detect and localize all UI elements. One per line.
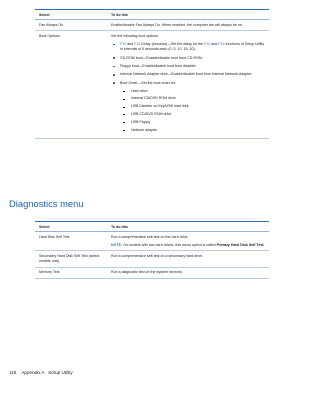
key-link[interactable]: F12 (134, 41, 141, 46)
row-description: Enable/disable Fan Always On. When enabled, the computer fan will always be on. (107, 20, 269, 31)
list-item (111, 56, 267, 61)
section-title: Diagnostics menu (9, 198, 84, 209)
dash-icon (123, 91, 125, 92)
key-link[interactable]: F10 (120, 41, 127, 46)
text: and (126, 41, 135, 46)
text: USB CD/DVD ROM drive (131, 111, 172, 116)
column-header-todo: To do this (107, 222, 269, 232)
table-row (35, 232, 269, 251)
row-description: Run a comprehensive self-test on a secondary hard drive. (107, 251, 269, 267)
text: Internal Network Adapter boot—Enable/disable boot from Internal Network Adapter. (120, 72, 253, 77)
row-description: Run a diagnostic test on the system memory. (107, 267, 269, 278)
list-item (120, 128, 267, 133)
text: USB Floppy (131, 119, 151, 124)
table-row (35, 20, 269, 31)
note-bold: Primary Hard Disk Self Test (216, 242, 264, 247)
row-description (107, 232, 269, 251)
list-item (120, 120, 267, 125)
row-description (107, 31, 269, 139)
bullet-icon (113, 57, 115, 59)
table-row (35, 31, 269, 139)
note-label: NOTE: (111, 242, 123, 247)
table-row (35, 267, 269, 278)
bullet-icon (113, 44, 115, 46)
bullet-icon (113, 66, 115, 68)
note-text: On models with two hard drives, this menu option is called (123, 242, 216, 247)
row-description-text: Set the following boot options: (111, 33, 159, 38)
column-header-todo: To do this (107, 10, 269, 20)
text: CD-ROM boot—Enable/disable boot from CD-ROM. (120, 55, 203, 60)
boot-settings-table (35, 10, 269, 139)
row-select: Secondary Hard Disk Self Test (select models only) (35, 251, 107, 267)
bullet-icon (113, 74, 115, 76)
key-link[interactable]: F12 (218, 41, 225, 46)
list-item (111, 42, 267, 52)
text: USB Diskette on Key/USB hard disk (131, 104, 189, 109)
table-row (35, 251, 269, 267)
page-footer (9, 370, 77, 375)
list-item (111, 64, 267, 69)
note-end: . (263, 242, 265, 247)
row-description-text: Run a comprehensive self-test on the hard drive. (111, 234, 189, 239)
text: functions of Setup Utility in intervals of 5 seconds each (0, 5, 10, 15, 20). (120, 41, 265, 52)
text: Hard drive (131, 88, 148, 93)
dash-icon (123, 122, 125, 123)
boot-order-list (120, 89, 267, 133)
text: Network adapter (131, 127, 158, 132)
list-item (120, 96, 267, 101)
text: Delay (seconds)—Set the delay for the (140, 41, 205, 46)
text: and (210, 41, 219, 46)
list-item (111, 81, 267, 133)
dash-icon (123, 130, 125, 131)
row-select: Hard Disk Self Test (35, 232, 107, 251)
column-header-select: Select (35, 10, 107, 20)
row-select: Memory Test (35, 267, 107, 278)
text: Boot Order—Set the boot order for: (120, 80, 177, 85)
page-number: 118 (9, 370, 17, 375)
row-select: Boot Options (35, 31, 107, 139)
list-item (120, 112, 267, 117)
dash-icon (123, 107, 125, 108)
bullet-icon (113, 82, 115, 84)
list-item (111, 72, 267, 77)
row-select: Fan Always On (35, 20, 107, 31)
diagnostics-table (35, 222, 269, 279)
list-item (120, 104, 267, 109)
dash-icon (123, 99, 125, 100)
note (111, 243, 267, 248)
column-header-select: Select (35, 222, 107, 232)
list-item (120, 89, 267, 94)
key-link[interactable]: F10 (204, 41, 211, 46)
text: Floppy boot—Enable/disable boot from diskette. (120, 63, 197, 68)
dash-icon (123, 114, 125, 115)
boot-options-list (111, 42, 267, 133)
text: Internal CD/DVD ROM drive (131, 96, 176, 101)
footer-label: Appendix A Setup Utility (21, 370, 73, 375)
